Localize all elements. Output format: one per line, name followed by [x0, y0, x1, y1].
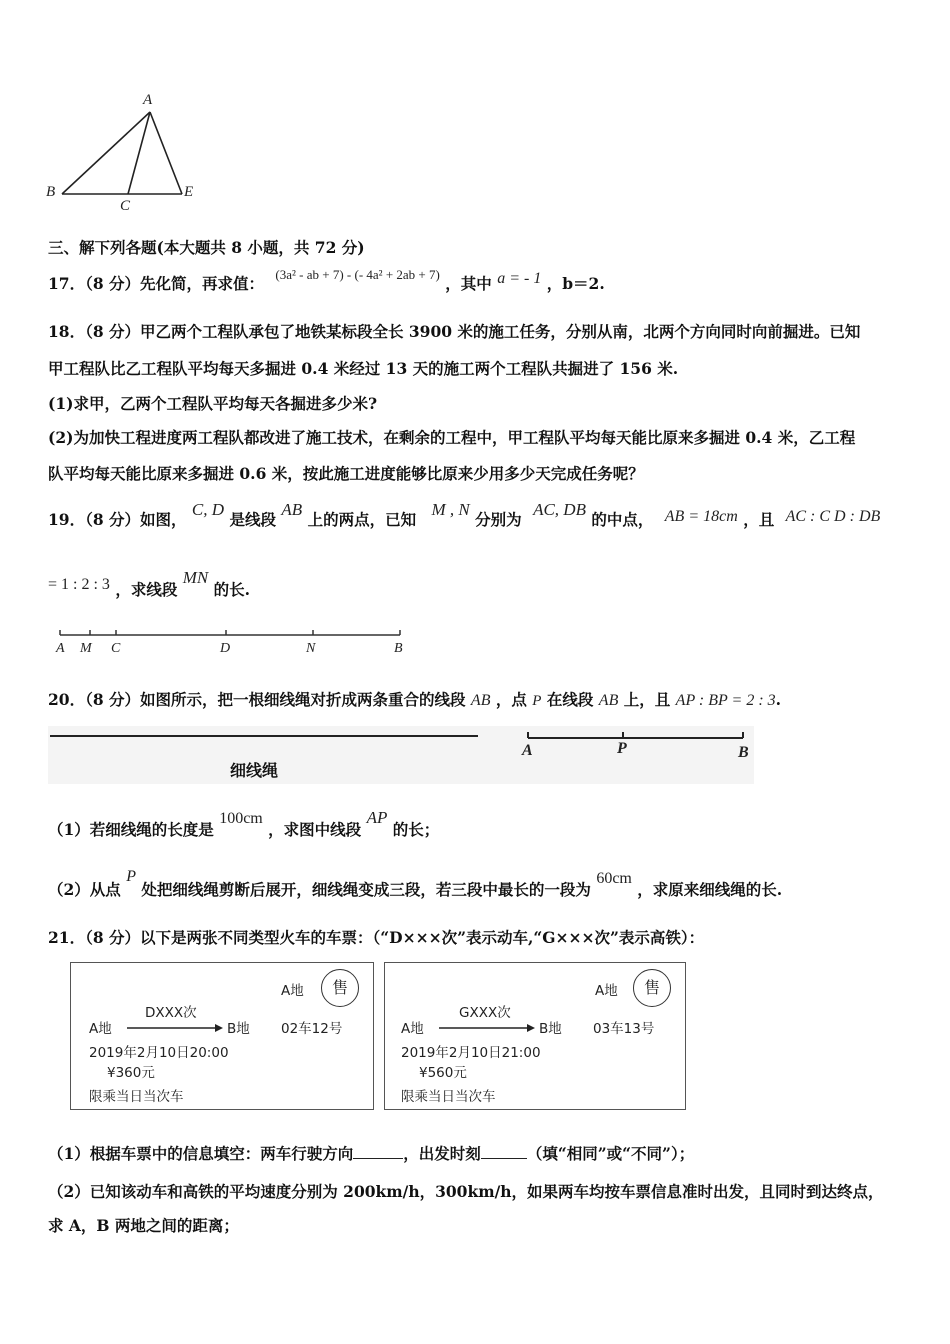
ticket-g: [384, 962, 686, 1110]
ticket-d-arrow-icon: [127, 1023, 223, 1033]
ticket-d-to: B地: [227, 1021, 250, 1037]
triangle-figure: [40, 92, 210, 218]
q19-label-a: A: [56, 641, 65, 656]
q19-mn: M , N: [431, 500, 470, 519]
q20-figure-svg: [48, 726, 754, 784]
ticket-g-train: GXXX次: [459, 1005, 511, 1021]
ticket-g-price: ¥560元: [419, 1065, 467, 1081]
q20-part2-tail: ，求原来细线绳的长.: [637, 880, 783, 899]
ticket-d: [70, 962, 374, 1110]
q20-part1: [48, 808, 440, 840]
ticket-d-train: DXXX次: [145, 1005, 197, 1021]
q21-part1-c: （填“相同”或“不同”）；: [526, 1144, 695, 1163]
ticket-g-seat: 03车13号: [593, 1021, 655, 1037]
q18-part1: (1)求甲，乙两个工程队平均每天各掘进多少米?: [48, 394, 378, 413]
ticket-g-to: B地: [539, 1021, 562, 1037]
q20-part2-p: P: [126, 868, 136, 885]
q19-ablen: AB = 18cm: [664, 508, 738, 525]
ticket-d-note: 限乘当日当次车: [89, 1089, 184, 1105]
q21-blank-direction: [353, 1158, 403, 1159]
triangle-side-ab: [62, 112, 150, 194]
q19-t4: 的中点，: [591, 510, 654, 529]
q21-part1: [48, 1142, 694, 1164]
ticket-g-stamp: 售: [633, 969, 671, 1007]
q20-part2: [48, 868, 783, 900]
q20-part1-len: 100cm: [219, 810, 263, 827]
q21-blank-time: [481, 1158, 527, 1159]
ticket-d-stamp: 售: [321, 969, 359, 1007]
q18-line2: 甲工程队比乙工程队平均每天多掘进 0.4 米经过 13 天的施工两个工程队共掘进了 156 米.: [48, 359, 679, 378]
q20-part1-ap: AP: [366, 808, 388, 827]
q19-t5: ，且: [743, 510, 775, 529]
q20-part2-len: 60cm: [596, 870, 632, 887]
q17-prefix: 17．（8 分）先化简，再求值：: [48, 274, 265, 293]
ticket-g-from: A地: [401, 1021, 424, 1037]
q19-ab: AB: [281, 500, 303, 519]
q20-t3: 上，且: [623, 690, 671, 709]
ticket-d-price: ¥360元: [107, 1065, 155, 1081]
q19-ratio: AC : C D : DB: [785, 508, 881, 525]
q19-cd: C, D: [191, 500, 225, 519]
q20-t2: 在线段: [546, 690, 594, 709]
vertex-label-e: E: [184, 184, 194, 200]
q19-acdb: AC, DB: [533, 500, 586, 519]
q20-t1: ，点: [495, 690, 527, 709]
vertex-label-a: A: [143, 92, 153, 108]
ticket-g-station: A地: [595, 983, 618, 999]
q19-prefix: 19．（8 分）如图，: [48, 510, 187, 529]
q17-expression: (3a² - ab + 7) - (- 4a² + 2ab + 7): [275, 267, 440, 282]
q19-label-d: D: [220, 641, 231, 656]
q20-label-p: P: [617, 740, 627, 757]
q19-ratio2: = 1 : 2 : 3: [48, 576, 110, 593]
q19-line2: [48, 568, 251, 600]
q20-t4: .: [775, 690, 782, 709]
q19-t3: 分别为: [475, 510, 522, 529]
q20-part2-prefix: （2）从点: [48, 880, 121, 899]
q19-label-m: M: [80, 641, 92, 656]
ticket-g-arrow-icon: [439, 1023, 535, 1033]
q20-part1-prefix: （1）若细线绳的长度是: [48, 820, 214, 839]
q19-segment-svg: [54, 626, 414, 646]
ticket-g-note: 限乘当日当次车: [401, 1089, 496, 1105]
ticket-d-station: A地: [281, 983, 304, 999]
q17: [48, 267, 605, 294]
vertex-label-b: B: [46, 184, 56, 200]
triangle-side-ae: [150, 112, 182, 194]
q20-ab2: AB: [598, 692, 619, 709]
q20-label-b: B: [738, 744, 749, 761]
q17-tail: ，b＝2.: [546, 274, 605, 293]
q18-part2-line2: 队平均每天能比原来多掘进 0.6 米，按此施工进度能够比原来少用多少天完成任务呢？: [48, 464, 644, 483]
section-heading: 三、解下列各题(本大题共 8 小题，共 72 分): [48, 238, 365, 257]
ticket-d-from: A地: [89, 1021, 112, 1037]
q20-ratio: AP : BP = 2 : 3: [675, 692, 776, 709]
q19-label-n: N: [306, 641, 316, 656]
ticket-g-datetime: 2019年2月10日21:00: [401, 1045, 541, 1061]
q20-prefix: 20．（8 分）如图所示，把一根细线绳对折成两条重合的线段: [48, 690, 466, 709]
q21-part1-b: ，出发时刻: [403, 1144, 481, 1163]
triangle-side-ac: [128, 112, 150, 194]
q20-part1-mid: ，求图中线段: [268, 820, 362, 839]
q21-part2-line2: 求 A，B 两地之间的距离；: [48, 1216, 239, 1235]
q19-t2: 上的两点，已知: [307, 510, 417, 529]
q17-condition-a: a = - 1: [497, 270, 542, 287]
ticket-d-datetime: 2019年2月10日20:00: [89, 1045, 229, 1061]
q20-line1: [48, 688, 781, 710]
q18-line1: 18．（8 分）甲乙两个工程队承包了地铁某标段全长 3900 米的施工任务，分别从南，北两个方向同时向前掘进。已知: [48, 322, 861, 341]
ticket-d-seat: 02车12号: [281, 1021, 343, 1037]
q19-segment-figure: [54, 626, 414, 662]
q19-t7: 的长.: [213, 580, 251, 599]
q19-label-c: C: [111, 641, 121, 656]
q20-ab: AB: [470, 692, 491, 709]
q21-part1-a: （1）根据车票中的信息填空：两车行驶方向: [48, 1144, 354, 1163]
q17-mid: ，其中: [445, 274, 492, 293]
q20-part1-tail: 的长；: [392, 820, 440, 839]
vertex-label-c: C: [120, 198, 131, 214]
rope-label: 细线绳: [230, 761, 279, 780]
q19-label-b: B: [394, 641, 403, 656]
q19-mn2: MN: [182, 568, 209, 587]
q20-figure: [48, 726, 754, 784]
q20-p: P: [532, 693, 542, 709]
q21-intro: 21．（8 分）以下是两张不同类型火车的车票：（“D×××次”表示动车,“G×××次”表示高铁）：: [48, 928, 705, 947]
q19-t1: 是线段: [229, 510, 276, 529]
q21-part2-line1: （2）已知该动车和高铁的平均速度分别为 200km/h，300km/h，如果两车均按车票信息准时出发，且同时到达终点，: [48, 1182, 884, 1201]
q19-line1: [48, 500, 881, 530]
q20-label-a: A: [522, 742, 533, 759]
q19-t6: ，求线段: [115, 580, 178, 599]
q18-part2-line1: (2)为加快工程进度两工程队都改进了施工技术，在剩余的工程中，甲工程队平均每天能比原来多掘进 0.4 米，乙工程: [48, 428, 856, 447]
q20-part2-mid: 处把细线绳剪断后展开，细线绳变成三段，若三段中最长的一段为: [141, 880, 591, 899]
